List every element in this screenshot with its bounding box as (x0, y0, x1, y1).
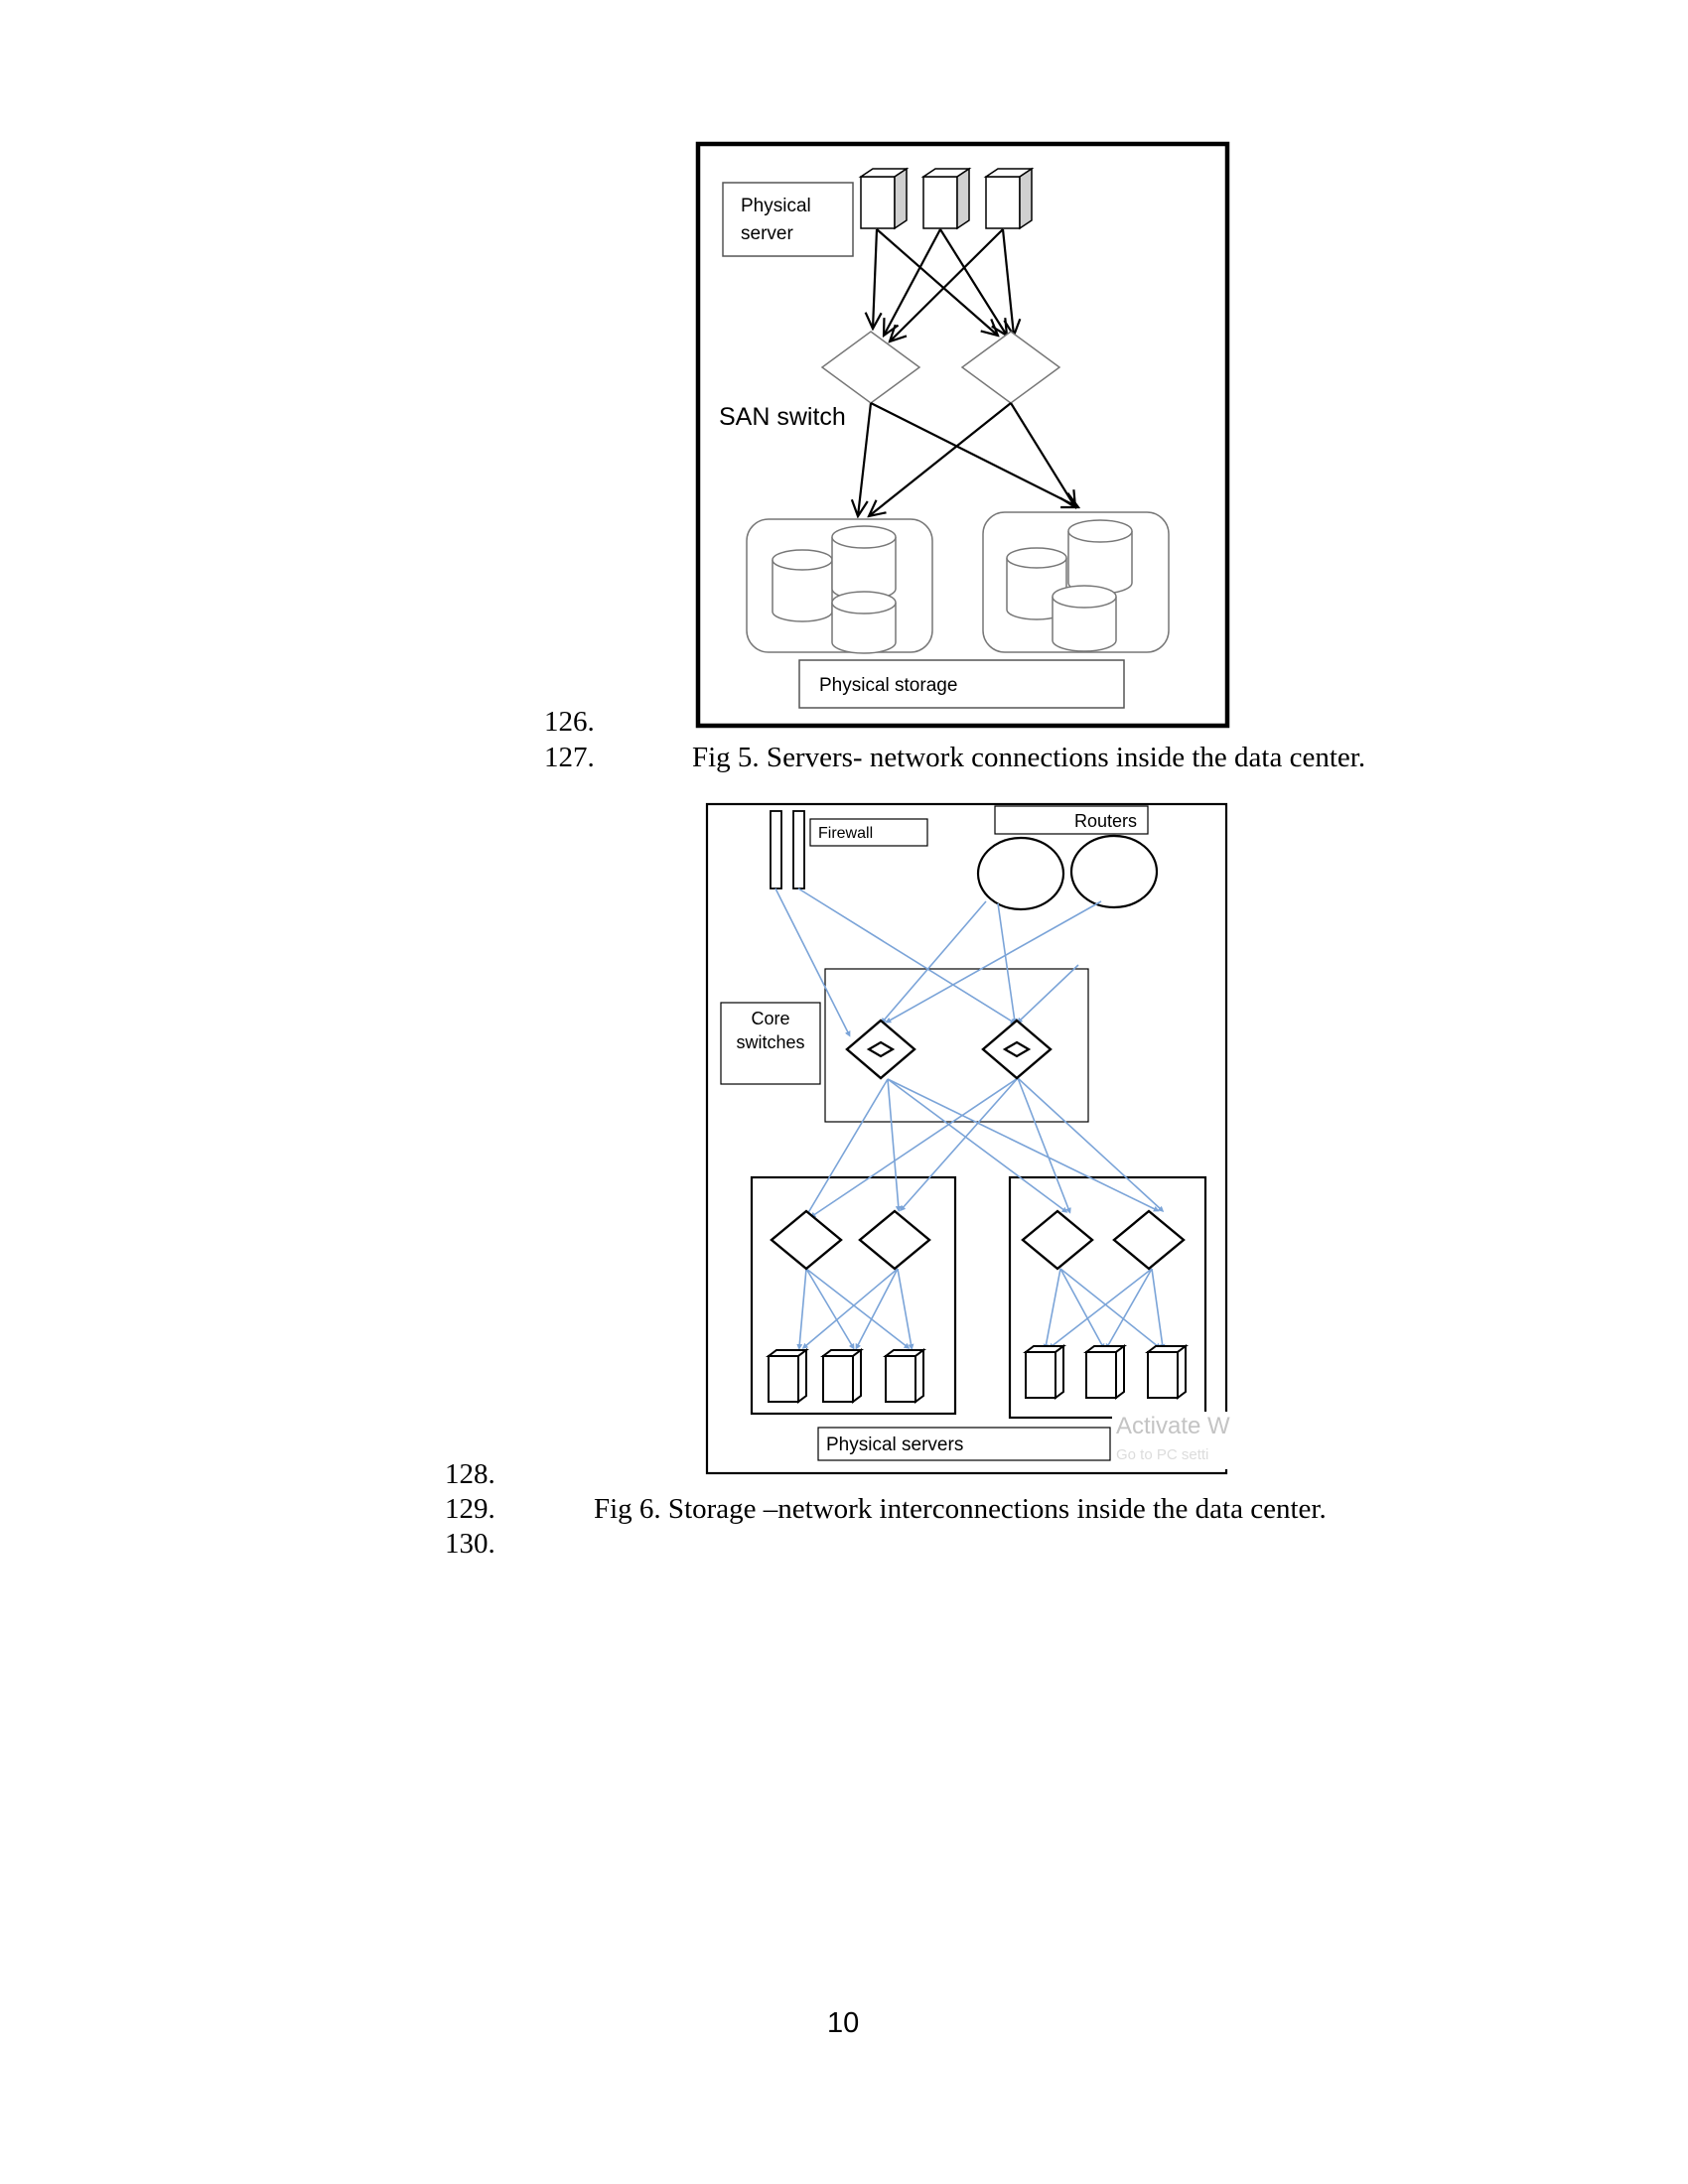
physical-server-label-box (723, 183, 853, 256)
core-switches-label-line2: switches (736, 1032, 805, 1052)
physical-storage-label: Physical storage (819, 675, 958, 696)
san-switch-label: SAN switch (719, 403, 846, 431)
figure-6 (695, 794, 1251, 1479)
firewall-icon (771, 811, 781, 888)
server-icon (1148, 1346, 1186, 1398)
server-icon (769, 1350, 806, 1402)
server-icon (923, 169, 969, 228)
firewall-label: Firewall (818, 825, 874, 842)
router-icon (1071, 836, 1157, 907)
watermark-line2: Go to PC setti (1116, 1446, 1209, 1463)
core-switches-label-line1: Core (751, 1009, 790, 1028)
routers-label: Routers (1073, 811, 1137, 831)
firewall-icon (793, 811, 804, 888)
server-icon (861, 169, 907, 228)
activation-watermark (1112, 1412, 1235, 1469)
server-icon (1026, 1346, 1063, 1398)
line-number: 126. (544, 706, 595, 738)
physical-server-label-line2: server (741, 223, 793, 244)
line-number: 130. (445, 1528, 495, 1560)
server-icon (1086, 1346, 1124, 1398)
figure-5-caption: Fig 5. Servers- network connections inside the data center. (692, 742, 1366, 773)
server-icon (986, 169, 1032, 228)
storage-array-icon (983, 512, 1169, 652)
storage-array-icon (747, 519, 932, 653)
page-number: 10 (827, 2007, 860, 2039)
line-number: 128. (445, 1458, 495, 1490)
server-icon (823, 1350, 861, 1402)
line-number: 127. (544, 742, 595, 773)
physical-server-label-line1: Physical (741, 196, 811, 216)
watermark-line1: Activate W (1116, 1413, 1230, 1439)
figure-6-caption: Fig 6. Storage –network interconnections inside the data center. (594, 1493, 1327, 1525)
router-icon (978, 838, 1063, 909)
physical-servers-label: Physical servers (826, 1434, 964, 1455)
line-number: 129. (445, 1493, 495, 1525)
server-icon (886, 1350, 923, 1402)
figure-5 (685, 137, 1241, 733)
